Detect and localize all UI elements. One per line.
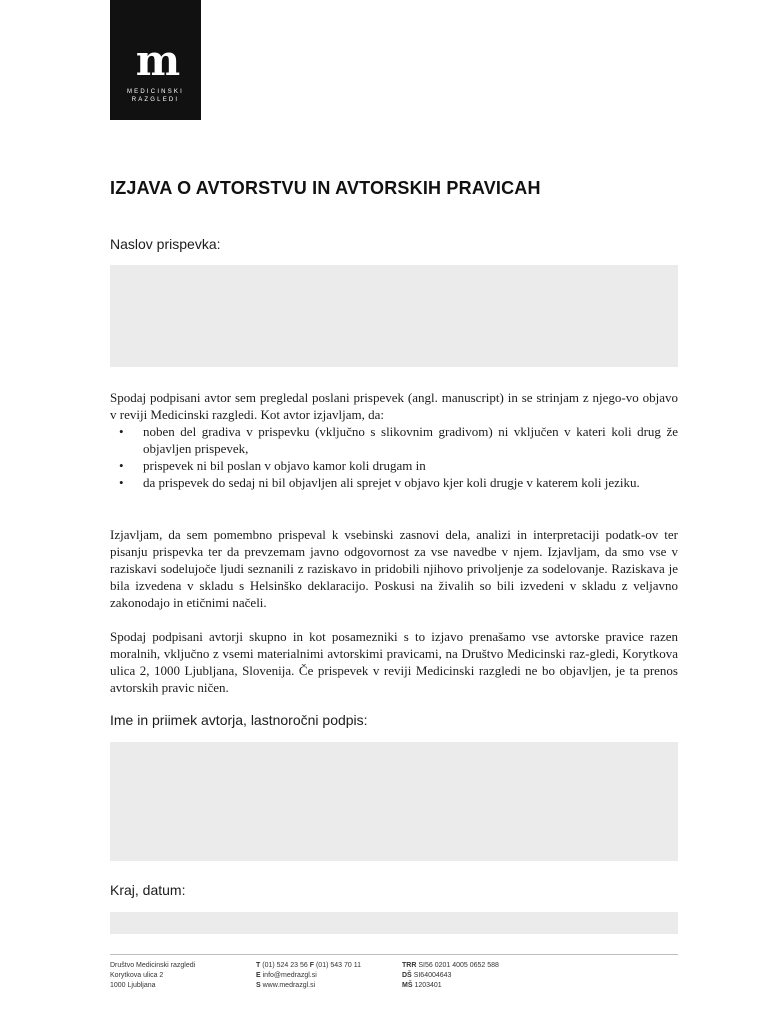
website-label: S xyxy=(256,982,261,989)
declaration-paragraph-1 xyxy=(110,389,678,491)
title-input[interactable] xyxy=(110,265,678,367)
list-item: • da prispevek do sedaj ni bil objavljen ali sprejet v objavo kjer koli drugje v katerem koli jeziku. xyxy=(143,474,678,491)
place-date-input[interactable] xyxy=(110,912,678,934)
footer-divider xyxy=(110,954,678,955)
email-label: E xyxy=(256,972,261,979)
declaration-bullet-list xyxy=(110,423,678,491)
footer-address xyxy=(110,961,195,991)
title-field-label: Naslov prispevka: xyxy=(110,236,221,252)
footer-ds xyxy=(402,971,499,981)
list-item: • noben del gradiva v prispevku (vključno s slikovnim gradivom) ni vključen v kateri koli drug že objavljen prispevek, xyxy=(143,423,678,457)
ms-value: 1203401 xyxy=(414,982,442,989)
footer-address-line: Korytkova ulica 2 xyxy=(110,972,164,979)
logo xyxy=(110,0,201,120)
logo-text-line1: MEDICINSKI xyxy=(126,89,184,95)
declaration-intro: Spodaj podpisani avtor sem pregledal poslani prispevek (angl. manuscript) in se strinjam z njego-vo objavo v reviji Medicinski razgledi. Kot avtor izjavljam, da: xyxy=(110,390,678,422)
fax-value: (01) 543 70 11 xyxy=(315,962,361,969)
logo-text-line2: RAZGLEDI xyxy=(131,97,180,103)
author-signature-input[interactable] xyxy=(110,742,678,861)
logo-mark: m xyxy=(135,36,176,85)
footer-bank xyxy=(402,961,499,991)
place-date-field-label: Kraj, datum: xyxy=(110,882,186,898)
declaration-paragraph-3 xyxy=(110,628,678,696)
footer-phone-fax xyxy=(256,961,361,971)
list-item: • prispevek ni bil poslan v objavo kamor koli drugam in xyxy=(143,457,678,474)
ds-label: DŠ xyxy=(402,972,412,979)
footer-address-line: Društvo Medicinski razgledi xyxy=(110,962,196,969)
ms-label: MŠ xyxy=(402,982,413,989)
footer-contact xyxy=(256,961,361,991)
email-value: info@medrazgl.si xyxy=(262,972,317,979)
declaration-text: Spodaj podpisani avtorji skupno in kot posamezniki s to izjavo prenašamo vse avtorske pravice razen moralnih, vključno z vsemi materialnimi avtorskimi pravicami, na Društvo Medicinski raz-gledi, Korytkova ulica 2, 1000 Ljubljana, Slovenija. Če prispevek v reviji Medicinski razgledi ne bo objavljen, je ta prenos avtorskih pravic ničen. xyxy=(110,629,678,695)
ds-value: SI64004643 xyxy=(413,972,452,979)
declaration-text: Izjavljam, da sem pomembno prispeval k vsebinski zasnovi dela, analizi in interpretaciji podatk-ov ter pisanju prispevka ter da prevzemam javno odgovornost za vse navedbe v njem. Izjavljam, da smo vse v raziskavi sodelujoče ljudi seznanili z raziskavo in pridobili njihovo privoljenje za sodelovanje. Raziskava je bila izvedena v skladu s Helsinško deklaracijo. Poskusi na živalih so bili izvedeni v skladu z veljavno zakonodajo in etičnimi načeli. xyxy=(110,527,678,610)
author-field-label: Ime in priimek avtorja, lastnoročni podpis: xyxy=(110,712,368,728)
declaration-paragraph-2 xyxy=(110,526,678,611)
trr-label: TRR xyxy=(402,962,417,969)
footer-website xyxy=(256,981,361,991)
footer-email xyxy=(256,971,361,981)
fax-label: F xyxy=(309,962,315,969)
phone-value: (01) 524 23 56 xyxy=(262,962,308,969)
website-value: www.medrazgl.si xyxy=(262,982,316,989)
footer-ms xyxy=(402,981,499,991)
page-title: IZJAVA O AVTORSTVU IN AVTORSKIH PRAVICAH xyxy=(110,178,541,198)
trr-value: SI56 0201 4005 0652 588 xyxy=(418,962,499,969)
footer-trr xyxy=(402,961,499,971)
phone-label: T xyxy=(256,962,261,969)
footer-address-line: 1000 Ljubljana xyxy=(110,982,156,989)
